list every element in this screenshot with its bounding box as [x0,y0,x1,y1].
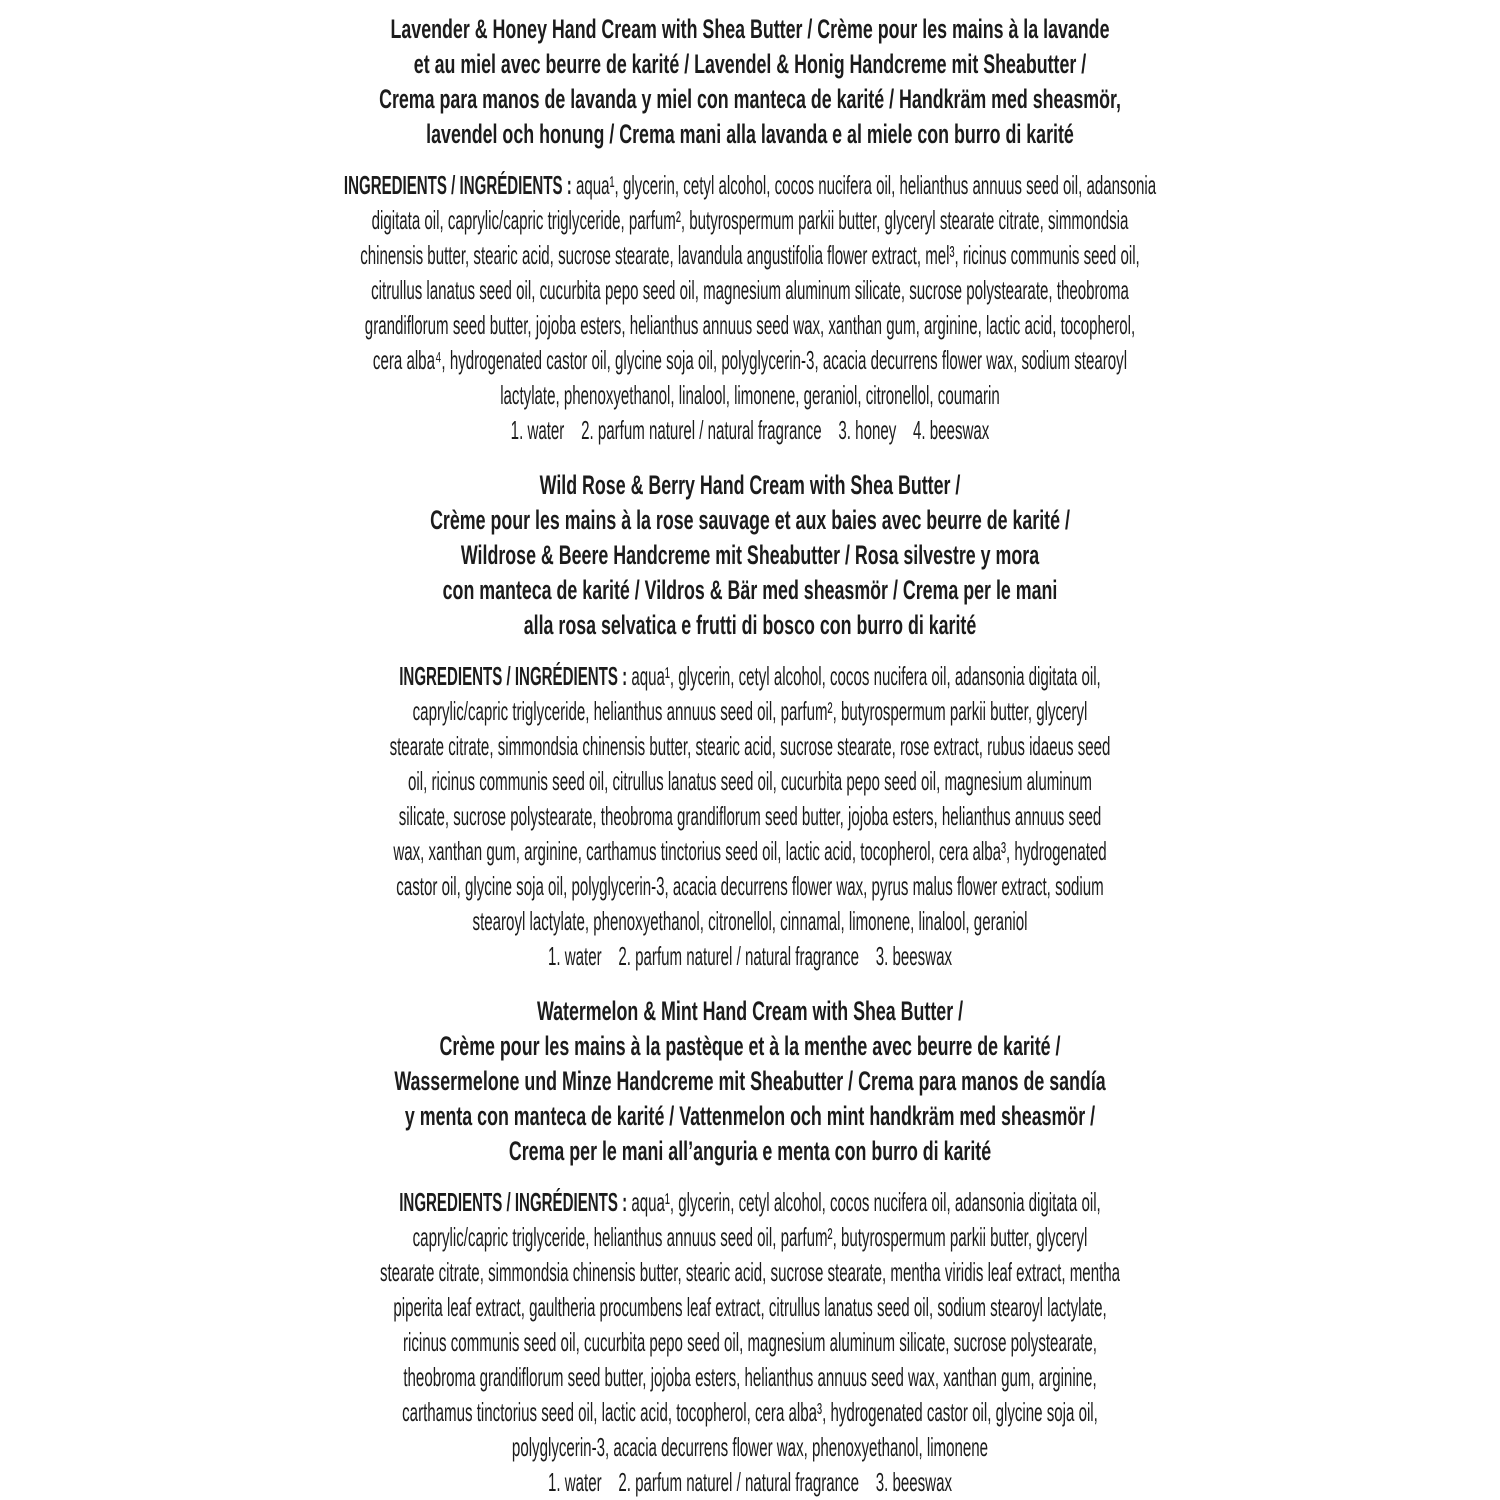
ingredients-line: carthamus tinctorius seed oil, lactic acid, tocopherol, cera alba³, hydrogenated castor oil, glycine soja oil, [402,1397,1098,1427]
ingredients-paragraph [0,168,1500,448]
ingredients-line: citrullus lanatus seed oil, cucurbita pepo seed oil, magnesium aluminum silicate, sucrose polystearate, theobroma [371,275,1129,305]
product-title [0,468,1500,643]
product-title-line: Wild Rose & Berry Hand Cream with Shea Butter / [539,470,961,500]
product-section-watermelon-mint [0,994,1500,1500]
footnotes-line: 1. water 2. parfum naturel / natural fragrance 3. beeswax [547,941,953,971]
ingredients-line: oil, ricinus communis seed oil, citrullus lanatus seed oil, cucurbita pepo seed oil, magnesium aluminum [408,766,1092,796]
ingredients-line: stearate citrate, simmondsia chinensis butter, stearic acid, sucrose stearate, mentha viridis leaf extract, mentha [379,1257,1121,1287]
ingredients-text: aqua¹, glycerin, cetyl alcohol, cocos nucifera oil, adansonia digitata oil, [631,661,1101,691]
ingredients-line: caprylic/capric triglyceride, helianthus annuus seed oil, parfum², butyrospermum parkii butter, glyceryl [412,1222,1088,1252]
product-title-line: Wildrose & Beere Handcreme mit Sheabutter / Rosa silvestre y mora [460,540,1040,570]
ingredients-paragraph [0,659,1500,974]
product-title-line: alla rosa selvatica e frutti di bosco con burro di karité [523,610,977,640]
ingredients-heading: INGREDIENTS / INGRÉDIENTS : [343,170,576,200]
product-title-line: Crema para manos de lavanda y miel con manteca de karité / Handkräm med sheasmör, [379,84,1121,114]
ingredients-line: ricinus communis seed oil, cucurbita pepo seed oil, magnesium aluminum silicate, sucrose polystearate, [402,1327,1098,1357]
ingredients-text: aqua¹, glycerin, cetyl alcohol, cocos nucifera oil, adansonia digitata oil, [631,1187,1101,1217]
product-title-line: y menta con manteca de karité / Vattenmelon och mint handkräm med sheasmör / [404,1101,1096,1131]
ingredients-line: castor oil, glycine soja oil, polyglycerin-3, acacia decurrens flower wax, pyrus malus flower extract, sodium [396,871,1104,901]
ingredients-line: lactylate, phenoxyethanol, linalool, limonene, geraniol, citronellol, coumarin [500,380,1000,410]
ingredients-line: wax, xanthan gum, arginine, carthamus tinctorius seed oil, lactic acid, tocopherol, cera alba³, hydrogenated [393,836,1107,866]
ingredients-paragraph [0,1185,1500,1500]
footnotes-line: 1. water 2. parfum naturel / natural fragrance 3. honey 4. beeswax [510,415,990,445]
ingredients-line: stearate citrate, simmondsia chinensis butter, stearic acid, sucrose stearate, rose extract, rubus idaeus seed [389,731,1111,761]
product-title-line: Crème pour les mains à la rose sauvage et aux baies avec beurre de karité / [430,505,1070,535]
product-title-line: Watermelon & Mint Hand Cream with Shea Butter / [536,996,964,1026]
ingredients-line: silicate, sucrose polystearate, theobroma grandiflorum seed butter, jojoba esters, helianthus annuus seed [398,801,1102,831]
ingredients-line: polyglycerin-3, acacia decurrens flower wax, phenoxyethanol, limonene [511,1432,989,1462]
ingredients-line: theobroma grandiflorum seed butter, jojoba esters, helianthus annuus seed wax, xanthan gum, arginine, [403,1362,1097,1392]
ingredients-heading: INGREDIENTS / INGRÉDIENTS : [399,1187,632,1217]
ingredients-line [315,659,1185,694]
ingredients-line: grandiflorum seed butter, jojoba esters, helianthus annuus seed wax, xanthan gum, arginine, lactic acid, tocopherol, [364,310,1136,340]
ingredients-heading: INGREDIENTS / INGRÉDIENTS : [399,661,632,691]
ingredients-line: piperita leaf extract, gaultheria procumbens leaf extract, citrullus lanatus seed oil, sodium stearoyl lactylate, [393,1292,1107,1322]
product-title-line: lavendel och honung / Crema mani alla lavanda e al miele con burro di karité [426,119,1074,149]
product-title [0,994,1500,1169]
ingredients-line [315,168,1185,203]
product-section-lavender-honey [0,12,1500,448]
product-title-line: con manteca de karité / Vildros & Bär med sheasmör / Crema per le mani [442,575,1058,605]
product-title-line: Crema per le mani all’anguria e menta con burro di karité [508,1136,992,1166]
ingredients-line: digitata oil, caprylic/capric triglyceride, parfum², butyrospermum parkii butter, glyceryl stearate citrate, simmondsia [371,205,1129,235]
ingredients-line: caprylic/capric triglyceride, helianthus annuus seed oil, parfum², butyrospermum parkii butter, glyceryl [412,696,1088,726]
product-title [0,12,1500,152]
product-title-line: Lavender & Honey Hand Cream with Shea Butter / Crème pour les mains à la lavande [390,14,1110,44]
ingredients-line [315,1185,1185,1220]
footnotes-line: 1. water 2. parfum naturel / natural fragrance 3. beeswax [547,1467,953,1497]
product-title-line: et au miel avec beurre de karité / Lavendel & Honig Handcreme mit Sheabutter / [413,49,1087,79]
product-title-line: Crème pour les mains à la pastèque et à la menthe avec beurre de karité / [439,1031,1061,1061]
ingredients-line: stearoyl lactylate, phenoxyethanol, citronellol, cinnamal, limonene, linalool, geraniol [472,906,1028,936]
product-section-wild-rose-berry [0,468,1500,974]
ingredients-line: cera alba⁴, hydrogenated castor oil, glycine soja oil, polyglycerin-3, acacia decurrens flower wax, sodium stearoyl [372,345,1128,375]
product-title-line: Wassermelone und Minze Handcreme mit Sheabutter / Crema para manos de sandía [394,1066,1106,1096]
ingredients-text: aqua¹, glycerin, cetyl alcohol, cocos nucifera oil, helianthus annuus seed oil, adansonia [575,170,1157,200]
ingredients-line: chinensis butter, stearic acid, sucrose stearate, lavandula angustifolia flower extract, mel³, ricinus communis seed oil, [360,240,1140,270]
